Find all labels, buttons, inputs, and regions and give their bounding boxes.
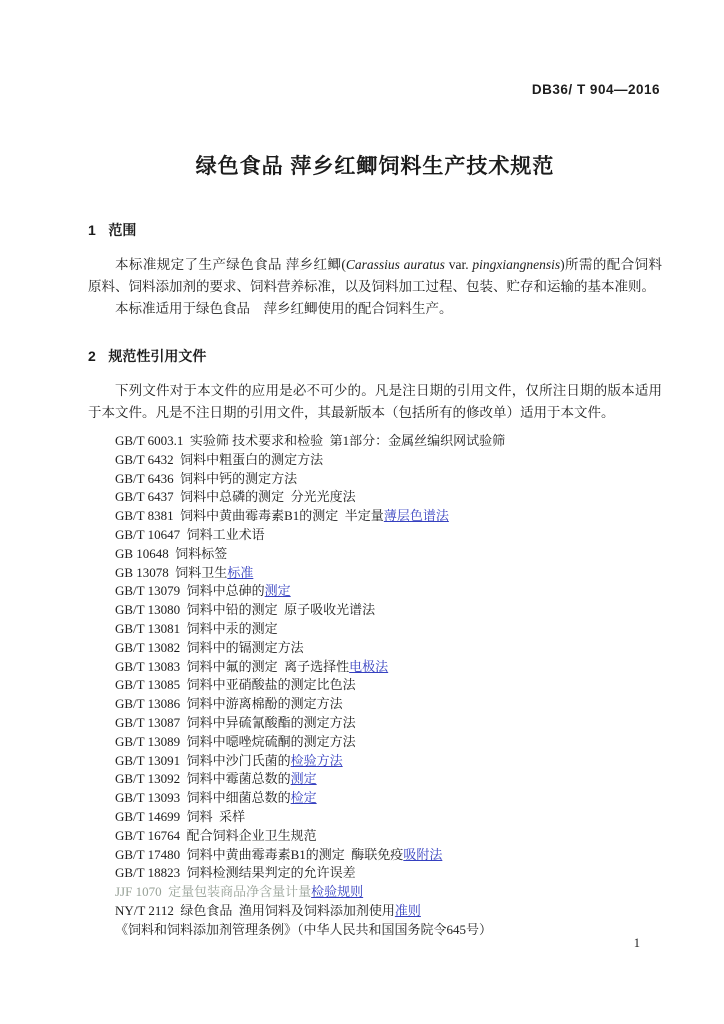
references-list [88,432,662,940]
reference-text: GB/T 13093 饲料中细菌总数的 [115,790,291,806]
section-2-number: 2 [88,348,96,364]
reference-item [115,620,662,639]
reference-item [115,714,662,733]
document-title: 绿色食品 萍乡红鲫饲料生产技术规范 [195,155,555,178]
reference-item [115,770,662,789]
doc-number: DB36/ T 904—2016 [531,82,660,97]
reference-item [115,695,662,714]
reference-text: GB/T 13091 饲料中沙门氏菌的 [115,752,291,768]
latin-species-name: Carassius auratus [345,257,445,272]
reference-text: GB/T 13080 饲料中铅的测定 原子吸收光谱法 [115,602,376,618]
reference-text: GB 13078 饲料卫生 [115,564,228,580]
reference-text: GB/T 13092 饲料中霉菌总数的 [115,771,291,787]
reference-text: GB/T 13087 饲料中异硫氰酸酯的测定方法 [115,714,356,730]
scope-paragraph-1 [88,254,662,298]
reference-item [115,808,662,827]
reference-item [115,733,662,752]
page-number: 1 [633,936,640,950]
scope-p1-seg1: 本标准规定了生产绿色食品 萍乡红鲫( [115,257,346,272]
reference-text: GB/T 14699 饲料 采样 [115,808,246,824]
reference-item [115,676,662,695]
reference-text: GB/T 18823 饲料检测结果判定的允许误差 [115,865,356,881]
reference-text: GB/T 13079 饲料中总砷的 [115,583,265,599]
reference-text: GB/T 6437 饲料中总磷的测定 分光光度法 [115,489,356,505]
reference-text: GB/T 6432 饲料中粗蛋白的测定方法 [115,451,324,467]
reference-item [115,601,662,620]
reference-text: GB/T 13086 饲料中游离棉酚的测定方法 [115,696,343,712]
reference-item [115,470,662,489]
reference-item [115,883,662,902]
reference-text: GB/T 6436 饲料中钙的测定方法 [115,470,298,486]
reference-link[interactable]: 检验规则 [311,884,364,900]
references-intro: 下列文件对于本文件的应用是必不可少的。凡是注日期的引用文件，仅所注日期的版本适用于本文件。凡是不注日期的引用文件，其最新版本（包括所有的修改单）适用于本文件。 [88,383,662,420]
reference-item [115,864,662,883]
reference-item [115,658,662,677]
reference-link[interactable]: 电极法 [349,658,389,674]
reference-text: GB/T 10647 饲料工业术语 [115,526,265,542]
reference-link[interactable]: 测定 [290,771,317,787]
reference-item [115,846,662,865]
reference-item [115,564,662,583]
scope-paragraph-2: 本标准适用于绿色食品 萍乡红鲫使用的配合饲料生产。 [115,301,453,316]
section-2-title: 规范性引用文件 [108,348,207,364]
reference-text: GB/T 13089 饲料中噁唑烷硫酮的测定方法 [115,733,356,749]
reference-text: GB/T 13083 饲料中氟的测定 离子选择性 [115,658,350,674]
reference-link[interactable]: 准则 [394,902,421,918]
reference-text: JJF 1070 定量包装商品净含量计量 [115,884,312,900]
reference-item [115,639,662,658]
section-2-heading [88,346,662,366]
scope-p1-seg3: )所需的配合饲料原料、饲料添加剂的要求、饲料营养标准，以及饲料加工过程、包装、贮存和运输的基本准则。 [88,257,663,294]
reference-item [115,921,662,940]
document-content [88,0,662,940]
reference-text: 《饲料和饲料添加剂管理条例》（中华人民共和国国务院令645号） [115,921,493,937]
reference-text: GB/T 13081 饲料中汞的测定 [115,620,278,636]
latin-variety-name: pingxiangnensis [472,257,561,272]
reference-text: GB/T 13082 饲料中的镉测定方法 [115,639,304,655]
section-1-heading [88,220,662,240]
reference-text: GB/T 13085 饲料中亚硝酸盐的测定比色法 [115,677,356,693]
reference-item [115,545,662,564]
reference-text: NY/T 2112 绿色食品 渔用饲料及饲料添加剂使用 [115,902,395,918]
reference-item [115,752,662,771]
reference-text: GB/T 16764 配合饲料企业卫生规范 [115,827,317,843]
reference-link[interactable]: 检定 [290,790,317,806]
reference-link[interactable]: 吸附法 [403,846,443,862]
reference-link[interactable]: 测定 [264,583,291,599]
reference-item [115,902,662,921]
reference-item [115,432,662,451]
reference-link[interactable]: 薄层色谱法 [383,508,449,524]
reference-text: GB/T 6003.1 实验筛 技术要求和检验 第1部分：金属丝编织网试验筛 [115,433,506,448]
reference-text: GB 10648 饲料标签 [115,545,228,561]
scope-p1-seg2: var. [444,257,473,272]
reference-item [115,582,662,601]
reference-item [115,827,662,846]
section-1-title: 范围 [108,222,137,238]
reference-link[interactable]: 标准 [227,564,254,580]
reference-text: GB/T 8381 饲料中黄曲霉毒素B1的测定 半定量 [115,508,384,524]
reference-link[interactable]: 检验方法 [290,752,343,768]
section-1-number: 1 [88,222,96,238]
reference-item [115,451,662,470]
reference-item [115,488,662,507]
reference-text: GB/T 17480 饲料中黄曲霉毒素B1的测定 酶联免疫 [115,846,404,862]
reference-item [115,789,662,808]
reference-item [115,526,662,545]
reference-item [115,507,662,526]
